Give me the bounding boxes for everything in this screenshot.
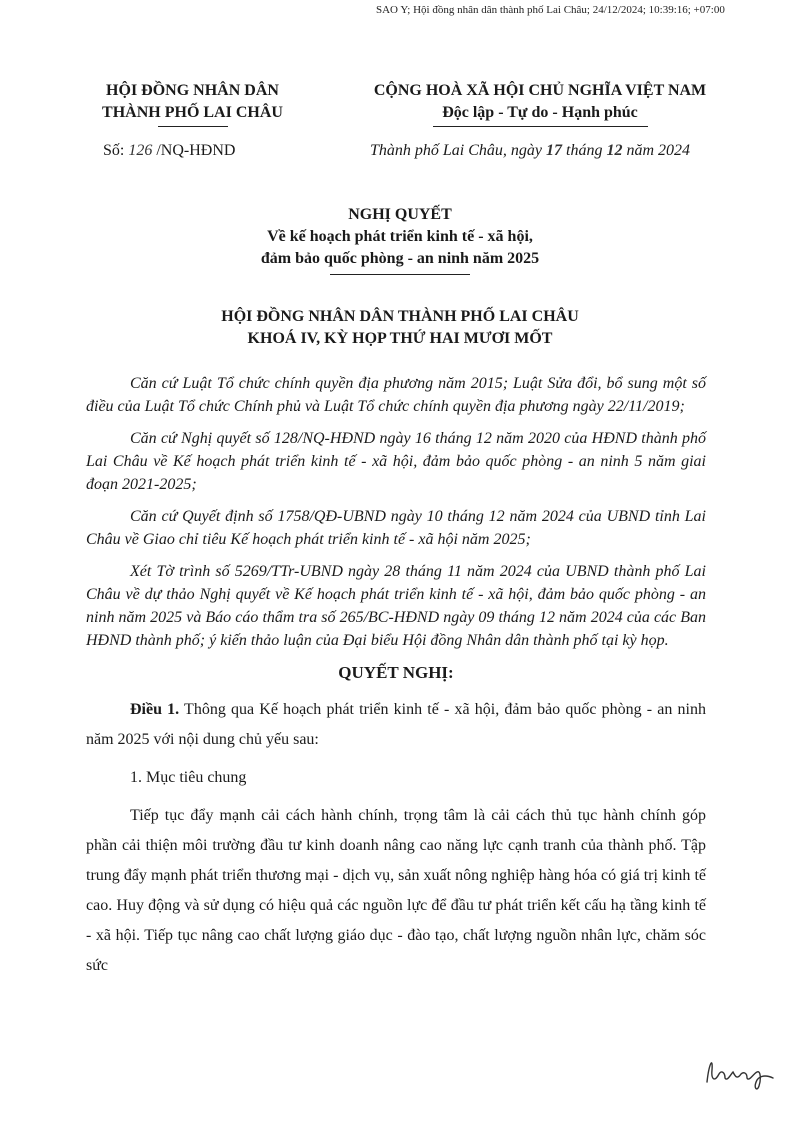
doc-no-suffix: /NQ-HĐND <box>156 142 236 159</box>
resolution-subject-2: đảm bảo quốc phòng - an ninh năm 2025 <box>260 250 540 267</box>
council-heading <box>60 306 740 350</box>
national-heading <box>320 80 760 127</box>
nation-line-1: CỘNG HOÀ XÃ HỘI CHỦ NGHĨA VIỆT NAM <box>373 82 707 99</box>
document-header <box>0 80 800 170</box>
resolution-subject-1: Về kế hoạch phát triển kinh tế - xã hội, <box>267 228 533 245</box>
day-handwritten: 17 <box>546 142 563 159</box>
article-1-label: Điều 1. <box>130 701 180 718</box>
org-line-1: HỘI ĐỒNG NHÂN DÂN <box>106 82 279 99</box>
month-handwritten: 12 <box>606 142 623 159</box>
stamp-text: SAO Y; Hội đồng nhân dân thành phố Lai Châu; 24/12/2024; 10:39:16; +07:00 <box>376 4 725 16</box>
place-prefix: Thành phố Lai Châu, ngày <box>370 142 543 159</box>
legal-basis-4: Xét Tờ trình số 5269/TTr-UBND ngày 28 tháng 11 năm 2024 của UBND thành phố Lai Châu về dự thảo Nghị quyết về Kế hoạch phát triển kinh tế - xã hội, đảm bảo quốc phòng - an ninh năm 2025 và Báo cáo thẩm tra số 265/BC-HĐND ngày 09 tháng 12 năm 2024 của các Ban HĐND thành phố; ý kiến thảo luận của Đại biểu Hội đồng Nhân dân thành phố tại kỳ họp. <box>86 563 706 649</box>
document-body <box>86 372 706 989</box>
article-1-text: Thông qua Kế hoạch phát triển kinh tế - xã hội, đảm bảo quốc phòng - an ninh năm 2025 với nội dung chủ yếu sau: <box>86 701 706 748</box>
doc-no-prefix: Số: <box>103 142 125 159</box>
motto-underline <box>433 126 648 127</box>
resolution-kind: NGHỊ QUYẾT <box>348 206 452 223</box>
legal-basis-1: Căn cứ Luật Tổ chức chính quyền địa phương năm 2015; Luật Sửa đổi, bổ sung một số điều của Luật Tổ chức Chính phủ và Luật Tổ chức chính quyền địa phương ngày 22/11/2019; <box>86 375 706 415</box>
section-1-heading: 1. Mục tiêu chung <box>130 769 247 786</box>
legal-basis-2: Căn cứ Nghị quyết số 128/NQ-HĐND ngày 16 tháng 12 năm 2020 của HĐND thành phố Lai Châu về Kế hoạch phát triển kinh tế - xã hội, đảm bảo quốc phòng - an ninh 5 năm giai đoạn 2021-2025; <box>86 430 706 493</box>
decision-heading: QUYẾT NGHỊ: <box>338 663 454 682</box>
council-name: HỘI ĐỒNG NHÂN DÂN THÀNH PHỐ LAI CHÂU <box>221 308 579 325</box>
year-text: năm 2024 <box>626 142 691 159</box>
org-line-2: THÀNH PHỐ LAI CHÂU <box>102 104 283 121</box>
article-1 <box>86 695 706 755</box>
general-goal-text: Tiếp tục đẩy mạnh cải cách hành chính, trọng tâm là cải cách thủ tục hành chính góp phần cải thiện môi trường đầu tư kinh doanh nâng cao năng lực cạnh tranh của thành phố. Tập trung đẩy mạnh phát triển thương mại - dịch vụ, sản xuất nông nghiệp hàng hóa có giá trị kinh tế cao. Huy động và sử dụng có hiệu quả các nguồn lực để đầu tư phát triển kết cấu hạ tầng kinh tế - xã hội. Tiếp tục nâng cao chất lượng giáo dục - đào tạo, chất lượng nguồn nhân lực, chăm sóc sức <box>86 807 706 974</box>
legal-basis-3: Căn cứ Quyết định số 1758/QĐ-UBND ngày 10 tháng 12 năm 2024 của UBND tỉnh Lai Châu về Giao chỉ tiêu Kế hoạch phát triển kinh tế - xã hội năm 2025; <box>86 508 706 548</box>
place-date <box>370 142 690 160</box>
digital-copy-stamp <box>376 3 796 18</box>
nation-motto: Độc lập - Tự do - Hạnh phúc <box>442 104 638 121</box>
issuing-organization <box>75 80 310 127</box>
initials-signature <box>703 1052 777 1092</box>
council-session: KHOÁ IV, KỲ HỌP THỨ HAI MƯƠI MỐT <box>247 330 553 347</box>
doc-no-handwritten: 126 <box>128 142 153 159</box>
title-underline <box>330 274 470 275</box>
org-underline <box>158 126 228 127</box>
resolution-title <box>60 204 740 275</box>
month-label: tháng <box>566 142 603 159</box>
document-number <box>103 142 235 160</box>
